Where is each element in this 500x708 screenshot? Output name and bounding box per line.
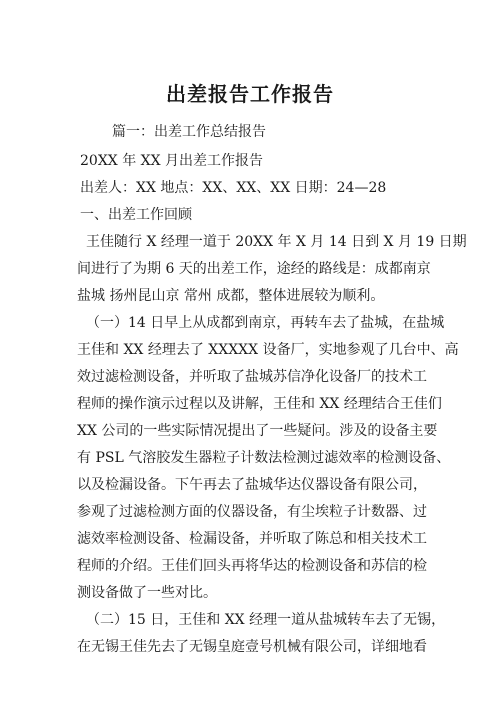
paragraph-line: 测设备做了一些对比。: [77, 585, 217, 601]
paragraph-line: 王佳和 XX 经理去了 XXXXX 设备厂，实地参观了几台中、高: [77, 342, 459, 358]
paragraph-line: 效过滤检测设备，并听取了盐城苏信净化设备厂的技术工: [77, 369, 427, 385]
paragraph-line: XX 公司的一些实际情况提出了一些疑问。涉及的设备主要: [77, 423, 438, 439]
paragraph-line: 以及检漏设备。下午再去了盐城华达仪器设备有限公司，: [77, 477, 427, 493]
section-heading: 篇一：出差工作总结报告: [112, 124, 266, 140]
paragraph-line: 参观了过滤检测方面的仪器设备，有尘埃粒子计数器、过: [77, 504, 427, 520]
paragraph-line: 盐城 扬州昆山京 常州 成都，整体进展较为顺利。: [77, 288, 385, 304]
trip-info-line: 出差人：XX 地点：XX、XX、XX 日期：24—28: [80, 180, 387, 196]
paragraph-line: （一）14 日早上从成都到南京，再转车去了盐城，在盐城: [86, 315, 445, 331]
report-subtitle: 20XX 年 XX 月出差工作报告: [80, 153, 264, 169]
section-heading-review: 一、出差工作回顾: [80, 207, 192, 223]
paragraph-line: 程师的操作演示过程以及讲解，王佳和 XX 经理结合王佳们: [77, 396, 442, 412]
paragraph-line: 有 PSL 气溶胶发生器粒子计数法检测过滤效率的检测设备、: [77, 450, 451, 466]
paragraph-line: 在无锡王佳先去了无锡皇庭壹号机械有限公司，详细地看: [77, 639, 427, 655]
paragraph-line: （二）15 日，王佳和 XX 经理一道从盐城转车去了无锡，: [86, 612, 446, 628]
document-title: 出差报告工作报告: [166, 82, 334, 106]
paragraph-line: 滤效率检测设备、检漏设备，并听取了陈总和相关技术工: [77, 531, 427, 547]
paragraph-line: 王佳随行 X 经理一道于 20XX 年 X 月 14 日到 X 月 19 日期: [86, 234, 467, 250]
paragraph-line: 程师的介绍。王佳们回头再将华达的检测设备和苏信的检: [77, 558, 427, 574]
paragraph-line: 间进行了为期 6 天的出差工作，途经的路线是：成都南京: [77, 261, 431, 277]
